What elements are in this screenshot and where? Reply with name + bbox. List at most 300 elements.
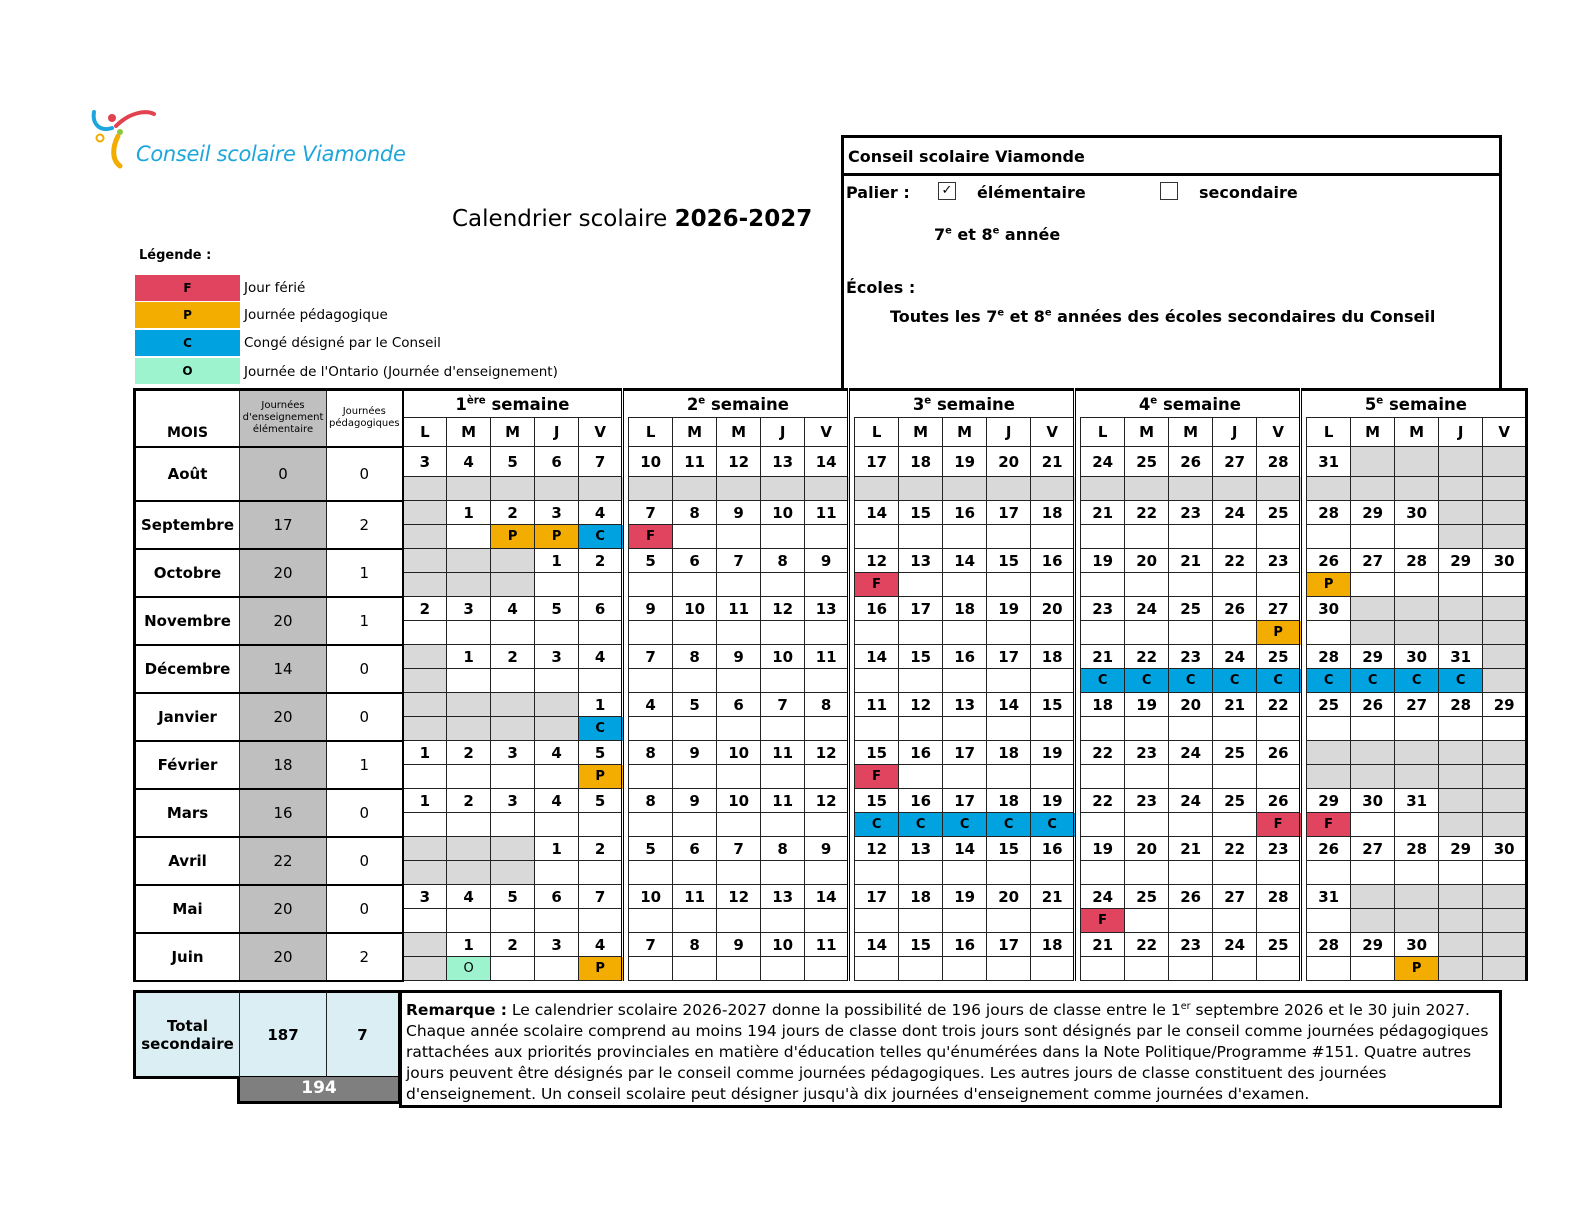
day-code-cell — [1351, 861, 1395, 885]
day-number-cell: 26 — [1351, 693, 1395, 717]
day-number-cell: 26 — [1307, 837, 1351, 861]
day-code-cell — [579, 669, 623, 693]
day-code-cell — [1169, 813, 1213, 837]
day-number-cell: 19 — [943, 885, 987, 909]
day-code-p: P — [1307, 573, 1351, 597]
day-code-cell — [447, 669, 491, 693]
day-name-header: M — [943, 418, 987, 447]
day-name-header: M — [447, 418, 491, 447]
day-code-cell — [447, 717, 491, 741]
day-name-header: M — [1351, 418, 1395, 447]
day-code-cell — [1125, 813, 1169, 837]
day-code-cell — [855, 717, 899, 741]
day-code-cell — [1257, 717, 1301, 741]
day-number-cell: 19 — [987, 597, 1031, 621]
day-code-cell — [1307, 621, 1351, 645]
day-code-c: C — [855, 813, 899, 837]
day-code-cell — [1439, 477, 1483, 501]
day-number-cell: 18 — [987, 741, 1031, 765]
day-code-cell — [629, 717, 673, 741]
day-number-cell: 20 — [1125, 549, 1169, 573]
day-code-cell — [1351, 621, 1395, 645]
day-number-cell — [491, 837, 535, 861]
day-number-cell: 10 — [761, 645, 805, 669]
day-number-cell: 17 — [987, 645, 1031, 669]
day-code-cell — [805, 957, 849, 981]
day-number-cell: 9 — [673, 741, 717, 765]
day-number-cell: 4 — [447, 885, 491, 909]
day-number-cell: 21 — [1081, 933, 1125, 957]
day-number-cell: 3 — [535, 933, 579, 957]
day-code-cell — [579, 813, 623, 837]
day-code-cell — [1483, 909, 1527, 933]
day-code-c: C — [1439, 669, 1483, 693]
day-code-cell — [1081, 861, 1125, 885]
day-code-cell — [1395, 525, 1439, 549]
month-row — [135, 597, 1527, 621]
day-number-cell: 11 — [805, 933, 849, 957]
day-number-cell: 21 — [1169, 549, 1213, 573]
day-code-cell — [717, 621, 761, 645]
day-code-cell — [1169, 765, 1213, 789]
day-code-cell — [629, 909, 673, 933]
day-code-cell — [987, 909, 1031, 933]
day-number-cell: 30 — [1395, 645, 1439, 669]
day-number-cell — [1439, 447, 1483, 477]
day-code-cell — [535, 477, 579, 501]
day-code-cell — [1257, 573, 1301, 597]
month-ped-days: 0 — [327, 447, 403, 501]
grades-text: 7e et 8e année — [934, 225, 1061, 244]
day-number-cell: 26 — [1307, 549, 1351, 573]
day-code-cell — [855, 621, 899, 645]
day-code-cell — [629, 765, 673, 789]
day-code-cell — [717, 957, 761, 981]
day-code-cell — [1439, 717, 1483, 741]
day-code-cell — [1169, 861, 1213, 885]
month-name: Août — [135, 447, 240, 501]
day-number-cell: 3 — [535, 645, 579, 669]
day-number-cell: 7 — [579, 885, 623, 909]
header-week-row — [135, 390, 1527, 418]
day-code-cell — [1257, 477, 1301, 501]
day-number-cell: 13 — [899, 549, 943, 573]
day-number-cell — [1439, 501, 1483, 525]
day-number-cell: 21 — [1081, 645, 1125, 669]
day-number-cell: 3 — [403, 885, 447, 909]
day-number-cell: 6 — [535, 447, 579, 477]
day-number-cell: 15 — [899, 933, 943, 957]
secondaire-checkbox[interactable] — [1160, 182, 1178, 200]
day-code-cell — [1257, 861, 1301, 885]
day-code-cell — [535, 861, 579, 885]
day-name-header: V — [1257, 418, 1301, 447]
day-code-c: C — [987, 813, 1031, 837]
day-number-cell: 28 — [1395, 549, 1439, 573]
day-number-cell: 31 — [1307, 885, 1351, 909]
day-code-cell — [1213, 717, 1257, 741]
total-ens-value: 187 — [239, 990, 327, 1079]
month-row — [135, 501, 1527, 525]
day-number-cell: 8 — [761, 837, 805, 861]
day-name-header: V — [805, 418, 849, 447]
day-number-cell — [1483, 501, 1527, 525]
day-number-cell: 23 — [1169, 645, 1213, 669]
day-code-cell — [1439, 573, 1483, 597]
day-number-cell — [403, 693, 447, 717]
elementaire-checkbox[interactable] — [938, 182, 956, 200]
day-number-cell: 11 — [673, 885, 717, 909]
day-number-cell: 26 — [1257, 741, 1301, 765]
day-number-cell: 30 — [1483, 837, 1527, 861]
day-code-cell — [1351, 813, 1395, 837]
day-number-cell — [1351, 447, 1395, 477]
day-code-cell — [987, 477, 1031, 501]
day-number-cell: 14 — [805, 447, 849, 477]
day-number-cell: 9 — [717, 645, 761, 669]
day-number-cell: 15 — [855, 741, 899, 765]
day-number-cell: 6 — [579, 597, 623, 621]
day-code-cell — [899, 573, 943, 597]
day-code-cell — [491, 909, 535, 933]
day-number-cell: 21 — [1031, 885, 1075, 909]
page-title — [452, 206, 812, 232]
day-number-cell: 6 — [535, 885, 579, 909]
day-number-cell: 4 — [579, 933, 623, 957]
day-number-cell: 2 — [447, 741, 491, 765]
month-ped-days: 0 — [327, 789, 403, 837]
day-code-cell — [717, 765, 761, 789]
day-number-cell: 25 — [1257, 933, 1301, 957]
day-code-cell — [1439, 813, 1483, 837]
day-code-cell — [987, 573, 1031, 597]
day-number-cell: 7 — [579, 447, 623, 477]
day-number-cell: 8 — [629, 789, 673, 813]
day-code-c: C — [1031, 813, 1075, 837]
day-code-cell — [1031, 957, 1075, 981]
day-number-cell: 23 — [1169, 933, 1213, 957]
day-number-cell: 16 — [899, 789, 943, 813]
day-code-c: C — [1213, 669, 1257, 693]
day-code-cell — [491, 573, 535, 597]
day-code-cell — [447, 573, 491, 597]
day-number-cell: 27 — [1213, 885, 1257, 909]
day-code-cell — [403, 573, 447, 597]
day-number-cell — [1483, 933, 1527, 957]
day-code-cell — [673, 669, 717, 693]
day-number-cell: 13 — [761, 885, 805, 909]
day-number-cell: 1 — [403, 789, 447, 813]
day-number-cell: 2 — [447, 789, 491, 813]
day-code-cell — [535, 909, 579, 933]
day-number-cell — [1483, 789, 1527, 813]
day-number-cell: 5 — [491, 447, 535, 477]
day-code-cell — [403, 765, 447, 789]
day-code-cell — [1169, 717, 1213, 741]
day-name-header: L — [403, 418, 447, 447]
day-code-c: C — [943, 813, 987, 837]
day-name-header: L — [629, 418, 673, 447]
day-number-cell: 15 — [899, 501, 943, 525]
day-code-cell — [899, 525, 943, 549]
day-code-cell — [761, 909, 805, 933]
day-name-header: J — [987, 418, 1031, 447]
day-number-cell: 18 — [899, 447, 943, 477]
day-number-cell: 11 — [855, 693, 899, 717]
day-code-cell — [943, 669, 987, 693]
day-code-cell — [1439, 957, 1483, 981]
day-number-cell: 5 — [579, 741, 623, 765]
day-number-cell: 19 — [1081, 837, 1125, 861]
day-number-cell: 29 — [1439, 549, 1483, 573]
day-name-header: M — [717, 418, 761, 447]
day-number-cell: 3 — [403, 447, 447, 477]
day-number-cell — [1351, 741, 1395, 765]
day-code-cell — [943, 765, 987, 789]
month-name: Juin — [135, 933, 240, 981]
day-code-cell — [1169, 621, 1213, 645]
day-code-cell — [1351, 477, 1395, 501]
day-number-cell: 21 — [1169, 837, 1213, 861]
day-code-cell — [1031, 573, 1075, 597]
day-code-cell — [1031, 909, 1075, 933]
day-number-cell: 27 — [1213, 447, 1257, 477]
day-code-cell — [1257, 525, 1301, 549]
day-number-cell: 24 — [1081, 885, 1125, 909]
day-code-cell — [1483, 765, 1527, 789]
day-code-cell — [717, 813, 761, 837]
day-number-cell: 26 — [1169, 447, 1213, 477]
day-code-cell — [535, 813, 579, 837]
day-number-cell: 27 — [1257, 597, 1301, 621]
day-number-cell: 25 — [1169, 597, 1213, 621]
day-number-cell: 29 — [1307, 789, 1351, 813]
month-row — [135, 693, 1527, 717]
month-name: Décembre — [135, 645, 240, 693]
day-number-cell: 2 — [579, 837, 623, 861]
day-number-cell: 15 — [855, 789, 899, 813]
legend-swatch-pedagogique: P — [135, 302, 240, 328]
day-number-cell — [1483, 885, 1527, 909]
day-code-cell — [899, 717, 943, 741]
day-code-cell — [629, 669, 673, 693]
day-code-cell — [1081, 477, 1125, 501]
day-code-cell — [403, 525, 447, 549]
day-code-p: P — [579, 765, 623, 789]
day-code-cell — [1081, 813, 1125, 837]
day-number-cell: 18 — [1031, 501, 1075, 525]
day-number-cell: 7 — [629, 933, 673, 957]
day-code-f: F — [1081, 909, 1125, 933]
day-code-cell — [1351, 957, 1395, 981]
day-number-cell: 18 — [1031, 933, 1075, 957]
day-code-cell — [805, 669, 849, 693]
day-number-cell: 3 — [535, 501, 579, 525]
day-code-cell — [447, 765, 491, 789]
day-code-cell — [761, 477, 805, 501]
week-header-2: 2e semaine — [629, 390, 849, 418]
day-code-cell — [491, 957, 535, 981]
day-number-cell: 16 — [943, 933, 987, 957]
day-number-cell — [491, 549, 535, 573]
grand-total: 194 — [237, 1077, 401, 1104]
day-code-cell — [535, 669, 579, 693]
day-number-cell: 13 — [761, 447, 805, 477]
day-code-f: F — [855, 765, 899, 789]
day-number-cell: 25 — [1307, 693, 1351, 717]
day-number-cell: 24 — [1213, 501, 1257, 525]
day-number-cell: 14 — [987, 693, 1031, 717]
month-ens-days: 22 — [240, 837, 327, 885]
month-row — [135, 447, 1527, 477]
day-number-cell — [491, 693, 535, 717]
day-code-cell — [1081, 573, 1125, 597]
day-code-cell — [1395, 477, 1439, 501]
legend-swatch-conge: C — [135, 330, 240, 356]
day-number-cell: 25 — [1213, 741, 1257, 765]
day-number-cell: 1 — [535, 837, 579, 861]
day-number-cell: 18 — [987, 789, 1031, 813]
day-code-c: C — [1257, 669, 1301, 693]
day-number-cell — [1351, 597, 1395, 621]
day-code-cell — [899, 861, 943, 885]
ecoles-text: Toutes les 7e et 8e années des écoles secondaires du Conseil — [890, 307, 1436, 326]
month-ped-days: 1 — [327, 597, 403, 645]
day-code-f: F — [855, 573, 899, 597]
day-code-cell — [943, 957, 987, 981]
day-name-header: V — [1031, 418, 1075, 447]
day-code-cell — [1307, 861, 1351, 885]
day-number-cell — [403, 933, 447, 957]
day-code-cell — [943, 621, 987, 645]
day-number-cell: 28 — [1257, 447, 1301, 477]
day-number-cell: 17 — [855, 885, 899, 909]
day-number-cell: 19 — [1125, 693, 1169, 717]
day-number-cell: 2 — [491, 645, 535, 669]
day-code-cell — [1257, 765, 1301, 789]
day-code-cell — [987, 861, 1031, 885]
day-code-cell — [403, 717, 447, 741]
day-code-cell — [1395, 717, 1439, 741]
month-name: Mars — [135, 789, 240, 837]
day-number-cell: 7 — [717, 837, 761, 861]
day-number-cell — [403, 549, 447, 573]
day-number-cell: 7 — [629, 501, 673, 525]
day-name-header: M — [673, 418, 717, 447]
day-code-cell — [1483, 861, 1527, 885]
day-number-cell: 23 — [1125, 789, 1169, 813]
day-code-cell — [403, 813, 447, 837]
day-code-cell — [987, 669, 1031, 693]
day-number-cell: 29 — [1439, 837, 1483, 861]
day-number-cell: 28 — [1307, 501, 1351, 525]
day-name-header: L — [855, 418, 899, 447]
day-number-cell: 4 — [447, 447, 491, 477]
day-number-cell: 8 — [805, 693, 849, 717]
day-number-cell: 8 — [629, 741, 673, 765]
day-code-cell — [1395, 861, 1439, 885]
day-number-cell: 24 — [1213, 933, 1257, 957]
day-number-cell: 23 — [1257, 549, 1301, 573]
day-number-cell: 29 — [1351, 933, 1395, 957]
month-row — [135, 789, 1527, 813]
day-number-cell: 4 — [535, 741, 579, 765]
month-ens-days: 14 — [240, 645, 327, 693]
day-number-cell — [1439, 741, 1483, 765]
day-number-cell: 22 — [1125, 645, 1169, 669]
day-number-cell: 12 — [855, 549, 899, 573]
day-code-cell — [1213, 477, 1257, 501]
day-code-cell — [717, 861, 761, 885]
day-number-cell: 30 — [1395, 501, 1439, 525]
day-code-cell — [943, 573, 987, 597]
day-code-cell — [761, 621, 805, 645]
day-number-cell: 29 — [1351, 501, 1395, 525]
day-code-c: C — [1351, 669, 1395, 693]
day-code-cell — [673, 573, 717, 597]
month-ens-days: 16 — [240, 789, 327, 837]
day-number-cell: 11 — [717, 597, 761, 621]
day-number-cell — [1483, 741, 1527, 765]
day-number-cell — [1395, 447, 1439, 477]
mois-header: MOIS — [135, 390, 240, 447]
day-number-cell: 9 — [717, 501, 761, 525]
day-number-cell — [447, 549, 491, 573]
day-number-cell: 18 — [899, 885, 943, 909]
day-number-cell: 26 — [1169, 885, 1213, 909]
day-code-cell — [579, 573, 623, 597]
day-code-cell — [629, 621, 673, 645]
day-code-cell — [943, 477, 987, 501]
day-number-cell — [1483, 447, 1527, 477]
day-number-cell: 5 — [491, 885, 535, 909]
day-code-cell — [899, 669, 943, 693]
day-number-cell — [1483, 645, 1527, 669]
day-code-c: C — [1125, 669, 1169, 693]
day-code-cell — [717, 477, 761, 501]
calendar-table — [133, 388, 1528, 982]
day-code-cell — [1081, 765, 1125, 789]
month-row — [135, 837, 1527, 861]
day-code-p: P — [491, 525, 535, 549]
day-code-cell — [1257, 957, 1301, 981]
day-number-cell: 17 — [899, 597, 943, 621]
day-code-cell — [1395, 573, 1439, 597]
day-code-cell — [805, 477, 849, 501]
day-code-cell — [1307, 525, 1351, 549]
elementaire-label: élémentaire — [977, 183, 1086, 202]
day-code-cell — [1483, 525, 1527, 549]
day-number-cell: 8 — [673, 501, 717, 525]
day-number-cell: 22 — [1125, 933, 1169, 957]
month-ped-days: 1 — [327, 741, 403, 789]
day-code-cell — [1351, 525, 1395, 549]
day-code-cell — [1169, 957, 1213, 981]
day-code-c: C — [579, 717, 623, 741]
day-number-cell: 12 — [805, 741, 849, 765]
day-number-cell — [1351, 885, 1395, 909]
day-number-cell: 24 — [1125, 597, 1169, 621]
day-number-cell — [1439, 789, 1483, 813]
month-ped-days: 0 — [327, 693, 403, 741]
day-number-cell: 31 — [1439, 645, 1483, 669]
day-code-cell — [1439, 765, 1483, 789]
day-code-cell — [1031, 765, 1075, 789]
day-code-cell — [855, 669, 899, 693]
day-code-f: F — [629, 525, 673, 549]
day-code-cell — [629, 477, 673, 501]
day-code-cell — [1395, 909, 1439, 933]
